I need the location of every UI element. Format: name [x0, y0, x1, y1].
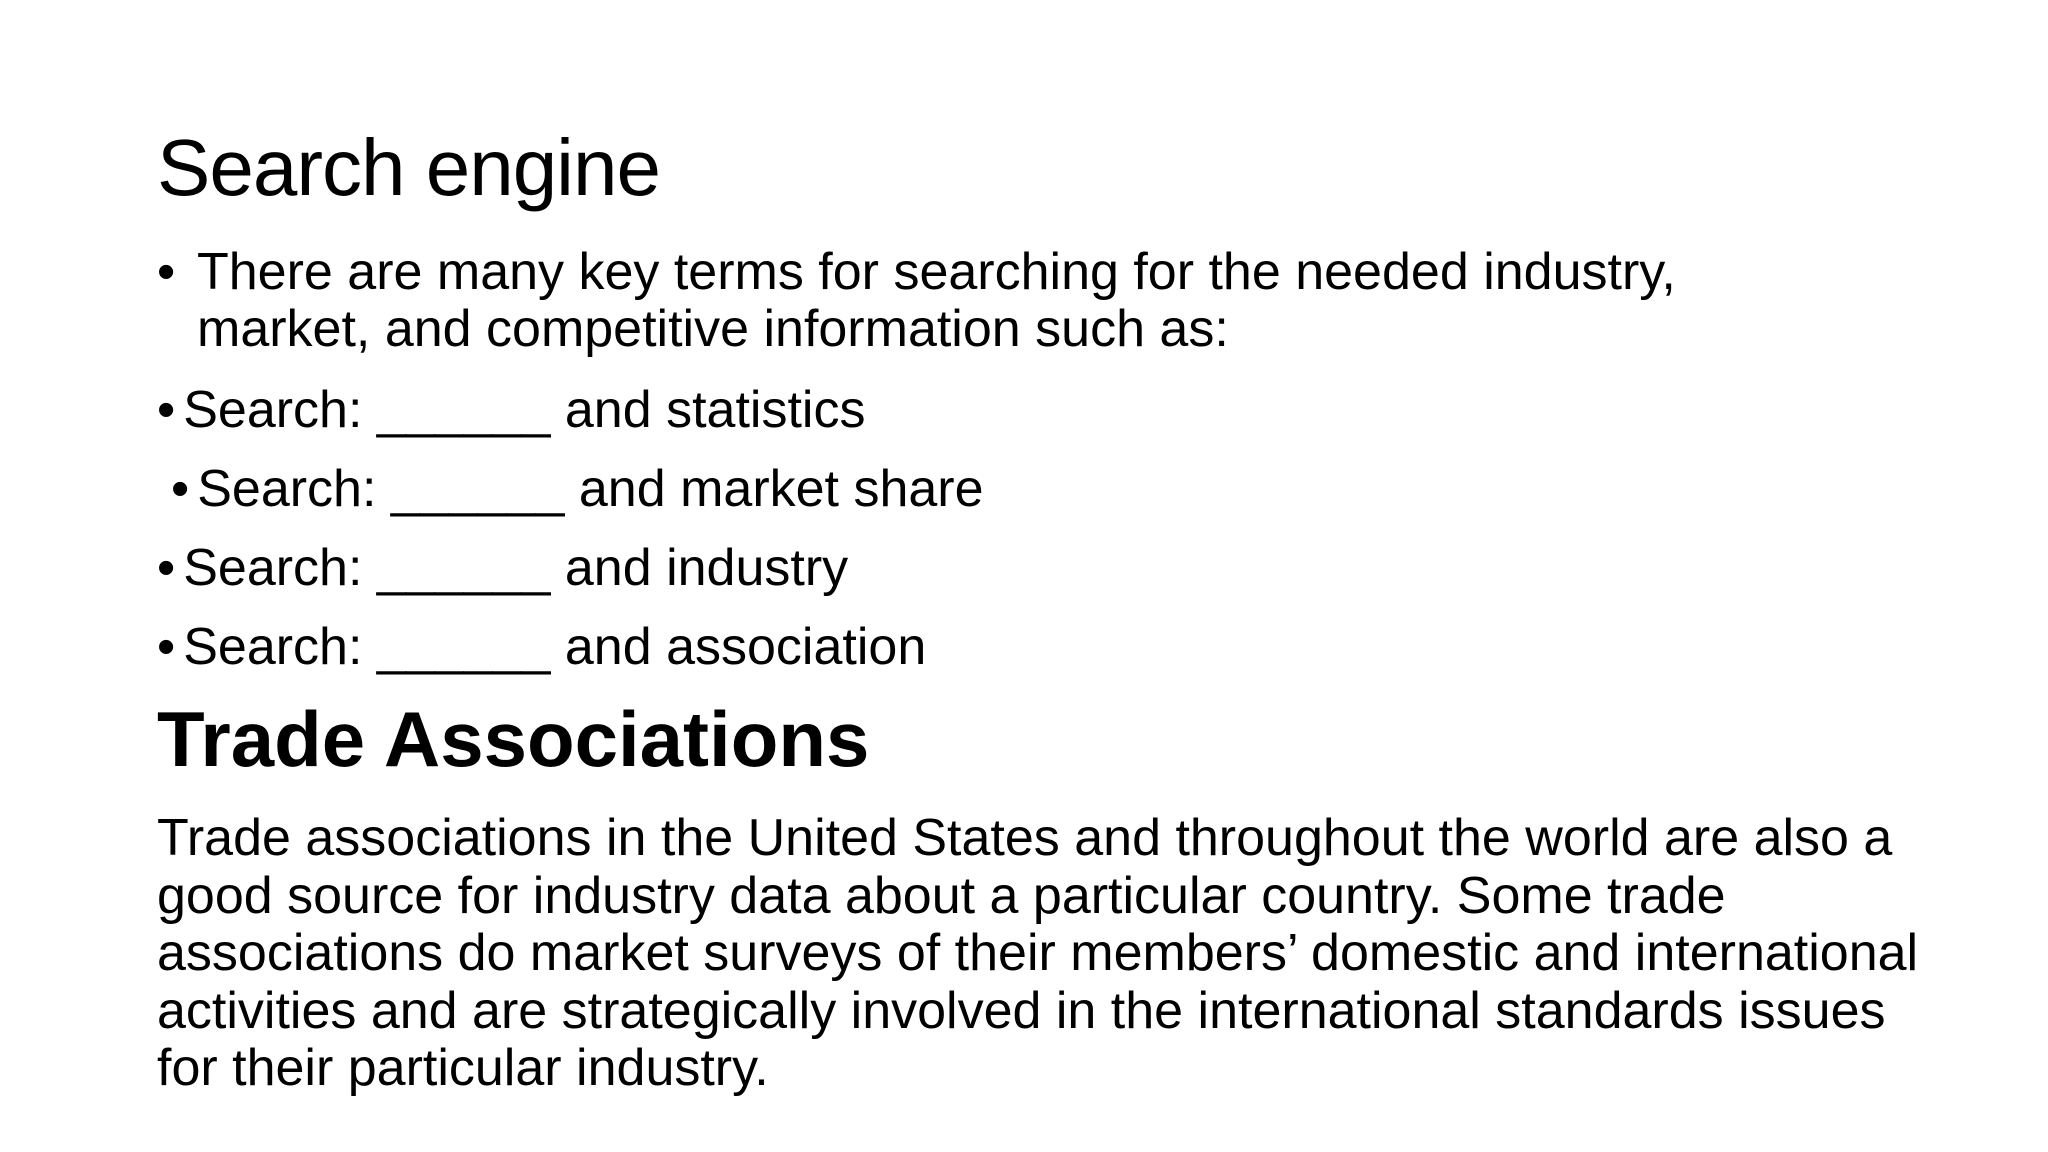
slide-title: Search engine: [157, 123, 660, 212]
bullet-marker: •: [157, 381, 176, 439]
search-blank: ______: [376, 381, 551, 439]
intro-text: There are many key terms for searching for the needed industry, market, and competitive information such as:: [197, 243, 1676, 358]
search-item: [157, 538, 848, 598]
section-heading: Trade Associations: [157, 695, 870, 783]
search-item: [157, 617, 926, 677]
bullet-marker: •: [171, 460, 190, 518]
search-suffix: and industry: [564, 539, 849, 597]
search-prefix: Search:: [183, 618, 363, 676]
search-blank: ______: [376, 539, 551, 597]
search-suffix: and statistics: [564, 381, 866, 439]
bullet-marker: •: [157, 618, 176, 676]
search-item: [157, 380, 865, 440]
search-blank: ______: [376, 618, 551, 676]
search-blank: ______: [390, 460, 565, 518]
bullet-marker: •: [157, 243, 176, 301]
search-item: [171, 459, 984, 519]
search-suffix: and association: [564, 618, 927, 676]
intro-bullet-item: [157, 244, 1857, 358]
body-paragraph: Trade associations in the United States and throughout the world are also a good source for industry data about a particular country. Some trade associations do market surveys of their members’ domestic and international activities and are strategically involved in the international standards issues for their particular industry.: [157, 809, 1919, 1097]
bullet-marker: •: [157, 539, 176, 597]
search-prefix: Search:: [183, 539, 363, 597]
search-suffix: and market share: [578, 460, 984, 518]
search-prefix: Search:: [183, 381, 363, 439]
search-prefix: Search:: [197, 460, 377, 518]
